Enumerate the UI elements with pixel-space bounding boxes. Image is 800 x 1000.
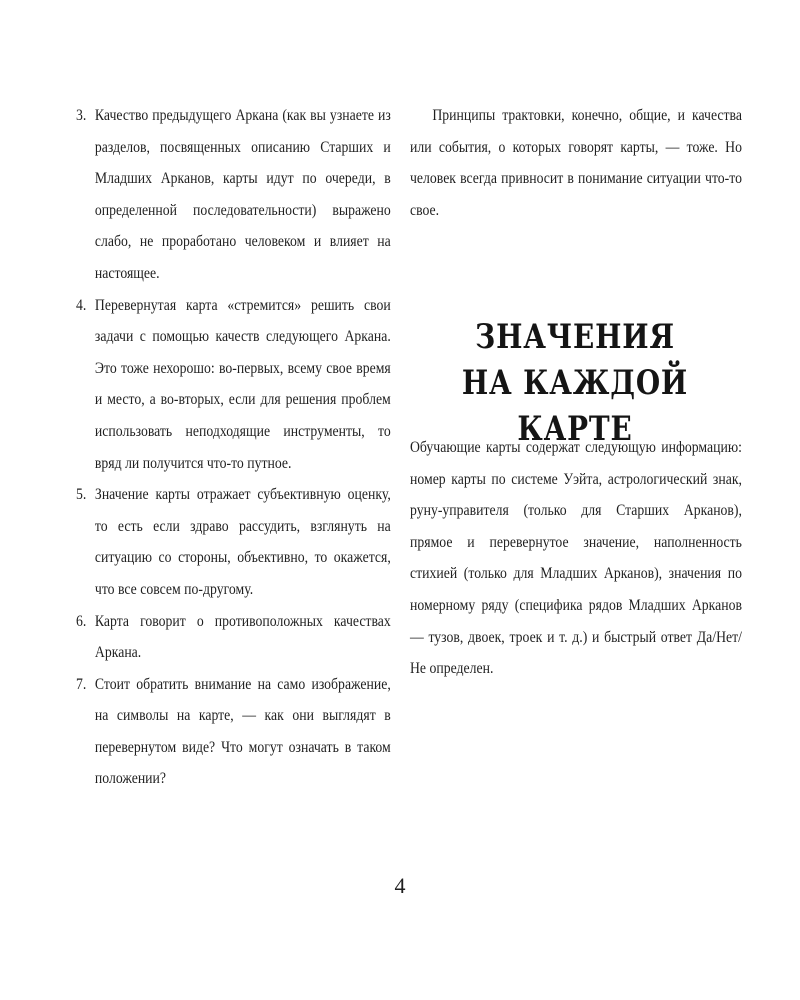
item-number: 7. — [76, 675, 87, 693]
list-item — [76, 669, 391, 795]
list-item — [76, 290, 391, 480]
intro-paragraph: Принципы трактовки, конечно, общие, и качества или события, о которых говорят карты, — тоже. Но человек всегда привносит в понимание ситуации что-то свое. — [410, 107, 742, 219]
item-text: Значение карты отражает субъективную оценку, то есть если здраво рассудить, взглянуть на ситуацию со стороны, объективно, то окажется, что все совсем по-другому. — [94, 486, 391, 598]
page-number: 4 — [394, 873, 406, 898]
item-number: 3. — [76, 107, 87, 124]
left-column — [76, 100, 391, 795]
item-number: 5. — [76, 486, 87, 504]
numbered-list — [76, 100, 391, 795]
list-item — [76, 606, 391, 669]
item-text: Стоит обратить внимание на само изображение, на символы на карте, — как они выглядят в перевернутом виде? Что могут означать в таком положении? — [94, 675, 391, 788]
list-item — [76, 479, 391, 605]
heading-line-1: ЗНАЧЕНИЯ — [475, 317, 675, 358]
item-number: 6. — [76, 612, 87, 630]
item-text: Карта говорит о противоположных качествах Аркана. — [94, 612, 391, 662]
item-text: Качество предыдущего Аркана (как вы узнаете из разделов, посвященных описанию Старших и Младших Арканов, карты идут по очереди, в определенной последовательности) выражено слабо, не проработано человеком и влияет на настоящее. — [94, 107, 391, 282]
item-text: Перевернутая карта «стремится» решить свои задачи с помощью качеств следующего Аркана. Это тоже нехорошо: во-первых, всему свое время и место, а во-вторых, если для решения проблем использовать неподходящие инструменты, то вряд ли получится что-то путное. — [94, 296, 391, 472]
body-paragraph: Обучающие карты содержат следующую информацию: номер карты по системе Уэйта, астрологический знак, руну-управителя (только для Старших Арканов), прямое и перевернутое значение, наполненность стихией (только для Младших Арканов), значения по номерному ряду (специфика рядов Младших Арканов — тузов, двоек, троек и т. д.) и быстрый ответ Да/Нет/Не определен. — [410, 439, 742, 678]
item-number: 4. — [76, 296, 87, 314]
heading-line-2: НА КАЖДОЙ КАРТЕ — [461, 363, 689, 450]
right-column-body — [410, 432, 742, 685]
list-item — [76, 100, 391, 290]
right-column-intro — [410, 100, 742, 226]
